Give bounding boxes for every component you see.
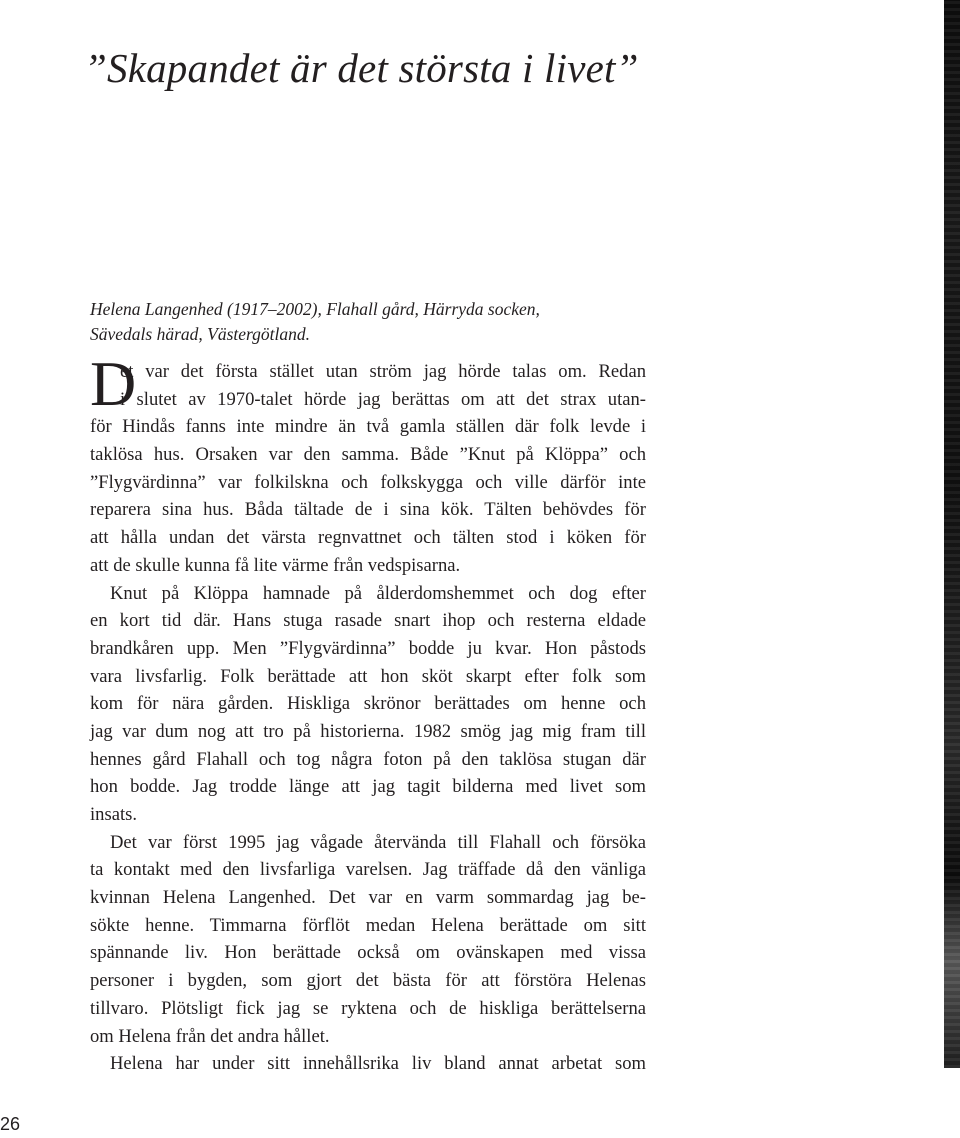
text-line: reparera sina hus. Båda tältade de i sina kök. Tälten behövdes för xyxy=(90,499,646,521)
caption-line: Sävedals härad, Västergötland. xyxy=(90,324,311,344)
text-line: ”Flygvärdinna” var folkilskna och folkskygga och ville därför inte xyxy=(90,471,646,493)
text-line: Helena har under sitt innehållsrika liv bland annat arbetat som xyxy=(110,1053,646,1075)
text-line: tillvaro. Plötsligt fick jag se ryktena och de hiskliga berättelserna xyxy=(90,997,646,1019)
text-line: en kort tid där. Hans stuga rasade snart ihop och resterna eldade xyxy=(90,610,646,632)
text-line: spännande liv. Hon berättade också om ovänskapen med vissa xyxy=(90,942,646,964)
page-number: 26 xyxy=(0,1114,21,1134)
caption-line: Helena Langenhed (1917–2002), Flahall gård, Härryda socken, xyxy=(90,299,540,319)
text-line: för Hindås fanns inte mindre än två gamla ställen där folk levde i xyxy=(90,416,646,438)
photo-caption xyxy=(90,297,540,347)
photo-edge xyxy=(944,0,960,1068)
text-line: i slutet av 1970-talet hörde jag berättas om att det strax utan- xyxy=(120,388,646,410)
body-text xyxy=(90,358,646,1078)
text-line: ta kontakt med den livsfarliga varelsen. Jag träffade då den vänliga xyxy=(90,859,646,881)
text-line: att de skulle kunna få lite värme från vedspisarna. xyxy=(90,554,461,576)
text-line: kvinnan Helena Langenhed. Det var en varm sommardag jag be- xyxy=(90,887,646,909)
text-line: personer i bygden, som gjort det bästa för att förstöra Helenas xyxy=(90,970,646,992)
text-line: kom för nära gården. Hiskliga skrönor berättades om henne och xyxy=(90,693,646,715)
text-line: insats. xyxy=(90,804,138,825)
text-line: om Helena från det andra hållet. xyxy=(90,1025,330,1047)
text-line: hennes gård Flahall och tog några foton på den taklösa stugan där xyxy=(90,748,646,770)
text-line: Knut på Klöppa hamnade på ålderdomshemmet och dog efter xyxy=(110,582,646,604)
text-line: et var det första stället utan ström jag hörde talas om. Redan xyxy=(120,361,646,382)
text-line: taklösa hus. Orsaken var den samma. Både ”Knut på Klöppa” och xyxy=(90,444,646,466)
text-line: Det var först 1995 jag vågade återvända till Flahall och försöka xyxy=(110,831,646,853)
page-title: ”Skapandet är det största i livet” xyxy=(84,45,639,91)
text-line: jag var dum nog att tro på historierna. 1982 smög jag mig fram till xyxy=(90,720,646,742)
text-line: att hålla undan det värsta regnvattnet och tälten stod i köken för xyxy=(90,527,646,549)
text-line: hon bodde. Jag trodde länge att jag tagit bilderna med livet som xyxy=(90,776,646,798)
text-line: sökte henne. Timmarna förflöt medan Helena berättade om sitt xyxy=(90,914,646,936)
drop-cap: D xyxy=(90,348,137,419)
text-line: brandkåren upp. Men ”Flygvärdinna” bodde ju kvar. Hon påstods xyxy=(90,637,646,659)
text-line: vara livsfarlig. Folk berättade att hon sköt skarpt efter folk som xyxy=(90,665,646,687)
